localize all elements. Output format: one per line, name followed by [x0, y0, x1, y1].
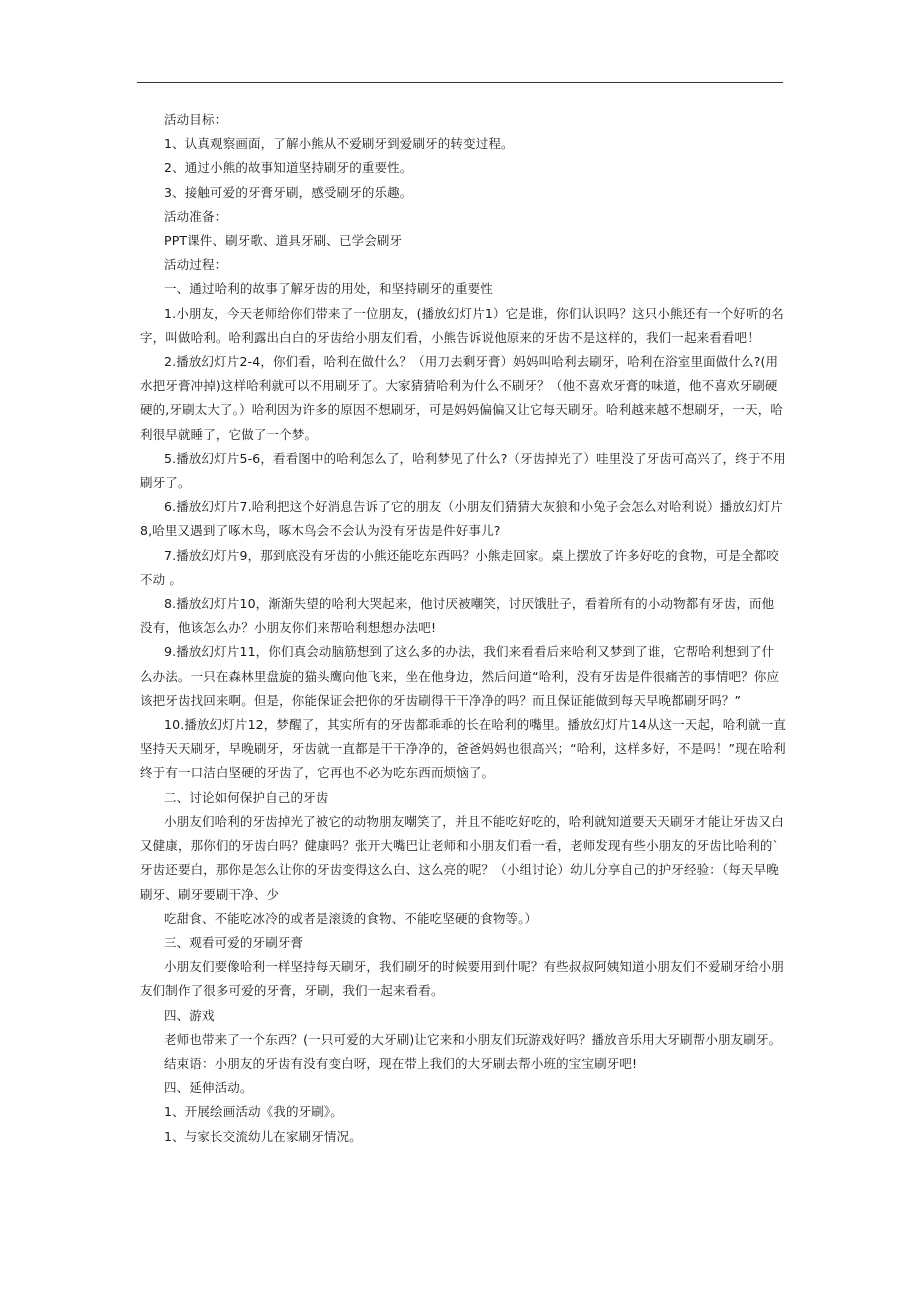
part-heading: 四、游戏 [164, 1007, 215, 1023]
preparation-text: PPT课件、刷牙歌、道具牙刷、已学会刷牙 [164, 233, 403, 249]
step-paragraph: 8.播放幻灯片10，渐渐失望的哈利大哭起来，他讨厌被嘲笑，讨厌饿肚子，看着所有的小动物都有牙齿，而他没有，他该怎么办？小朋友你们来帮哈利想想办法吧! [140, 596, 775, 636]
section-heading-process: 活动过程： [164, 257, 228, 273]
goal-item: 1、认真观察画面，了解小熊从不爱刷牙到爱刷牙的转变过程。 [164, 136, 514, 152]
part-heading: 三、观看可爱的牙刷牙膏 [164, 934, 304, 950]
body-paragraph: 小朋友们哈利的牙齿掉光了被它的动物朋友嘲笑了，并且不能吃好吃的，哈利就知道要天天刷牙才能让牙齿又白又健康，那你们的牙齿白吗？健康吗？张开大嘴巴让老师和小朋友们看一看，老师发现有些小朋友的牙齿比哈利的`牙齿还要白，那你是怎么让你的牙齿变得这么白、这么亮的呢？（小组讨论）幼儿分享自己的护牙经验：（每天早晚刷牙、刷牙要刷干净、少 [140, 813, 784, 902]
extension-item: 1、与家长交流幼儿在家刷牙情况。 [164, 1128, 362, 1144]
step-paragraph: 10.播放幻灯片12，梦醒了，其实所有的牙齿都乖乖的长在哈利的嘴里。播放幻灯片14从这一天起，哈利就一直坚持天天刷牙，早晚刷牙，牙齿就一直都是干干净净的，爸爸妈妈也很高兴；“哈利，这样多好，不是吗！”现在哈利终于有一口洁白坚硬的牙齿了，它再也不必为吃东西而烦恼了。 [140, 717, 786, 781]
part-heading: 四、延伸活动。 [164, 1080, 253, 1096]
extension-item: 1、开展绘画活动《我的牙刷》。 [164, 1104, 343, 1120]
goal-item: 2、通过小熊的故事知道坚持刷牙的重要性。 [164, 160, 413, 176]
step-paragraph: 5.播放幻灯片5-6，看看图中的哈利怎么了，哈利梦见了什么?（牙齿掉光了）哇里没了牙齿可高兴了，终于不用刷牙了。 [140, 450, 786, 491]
body-paragraph: 老师也带来了一个东西？(一只可爱的大牙刷)让它来和小朋友们玩游戏好吗？播放音乐用大牙刷帮小朋友刷牙。 [164, 1031, 782, 1047]
step-paragraph: 1.小朋友，今天老师给你们带来了一位朋友，(播放幻灯片1）它是谁，你们认识吗？这只小熊还有一个好听的名字，叫做哈利。哈利露出白白的牙齿给小朋友们看，小熊告诉说他原来的牙齿不是这样的，我们一起来看看吧！ [140, 305, 784, 345]
closing-paragraph: 结束语：小朋友的牙齿有没有变白呀，现在带上我们的大牙刷去帮小班的宝宝刷牙吧! [164, 1055, 638, 1071]
part-heading: 一、通过哈利的故事了解牙齿的用处，和坚持刷牙的重要性 [164, 281, 493, 297]
step-paragraph: 2.播放幻灯片2-4，你们看，哈利在做什么？（用刀去剩牙膏）妈妈叫哈利去刷牙，哈利在浴室里面做什么?(用水把牙膏冲掉)这样哈利就可以不用刷牙了。大家猜猜哈利为什么不刷牙？（他不喜欢牙膏的味道，他不喜欢牙刷硬硬的,牙刷太大了。）哈利因为许多的原因不想刷牙，可是妈妈偏偏又让它每天刷牙。哈利越来越不想刷牙，一天，哈利很早就睡了，它做了一个梦。 [140, 354, 784, 442]
body-paragraph: 小朋友们要像哈利一样坚持每天刷牙，我们刷牙的时候要用到什呢？有些叔叔阿姨知道小朋友们不爱刷牙给小朋友们制作了很多可爱的牙膏，牙刷，我们一起来看看。 [140, 959, 784, 999]
section-heading-goals: 活动目标： [164, 112, 228, 127]
document-body [140, 108, 786, 1149]
part-heading: 二、讨论如何保护自己的牙齿 [164, 789, 329, 805]
section-heading-preparation: 活动准备： [164, 208, 228, 224]
goal-item: 3、接触可爱的牙膏牙刷，感受刷牙的乐趣。 [164, 184, 413, 200]
body-paragraph: 吃甜食、不能吃冰冷的或者是滚烫的食物、不能吃坚硬的食物等。） [164, 910, 538, 926]
header-rule [137, 82, 783, 83]
step-paragraph: 6.播放幻灯片7.哈利把这个好消息告诉了它的朋友（小朋友们猜猜大灰狼和小兔子会怎么对哈利说）播放幻灯片8,哈里又遇到了啄木鸟，啄木鸟会不会认为没有牙齿是件好事儿? [140, 499, 784, 539]
step-paragraph: 7.播放幻灯片9，那到底没有牙齿的小熊还能吃东西吗？小熊走回家。桌上摆放了许多好吃的食物，可是全都咬不动 。 [140, 547, 779, 587]
step-paragraph: 9.播放幻灯片11，你们真会动脑筋想到了这么多的办法，我们来看看后来哈利又梦到了谁，它帮哈利想到了什么办法。一只在森林里盘旋的猫头鹰向他飞来，坐在他身边，然后问道“哈利，没有牙齿是件很痛苦的事情吧？你应该把牙齿找回来啊。但是，你能保证会把你的牙齿刷得干干净净的吗？而且保证能做到每天早晚都刷牙吗？” [140, 644, 780, 708]
